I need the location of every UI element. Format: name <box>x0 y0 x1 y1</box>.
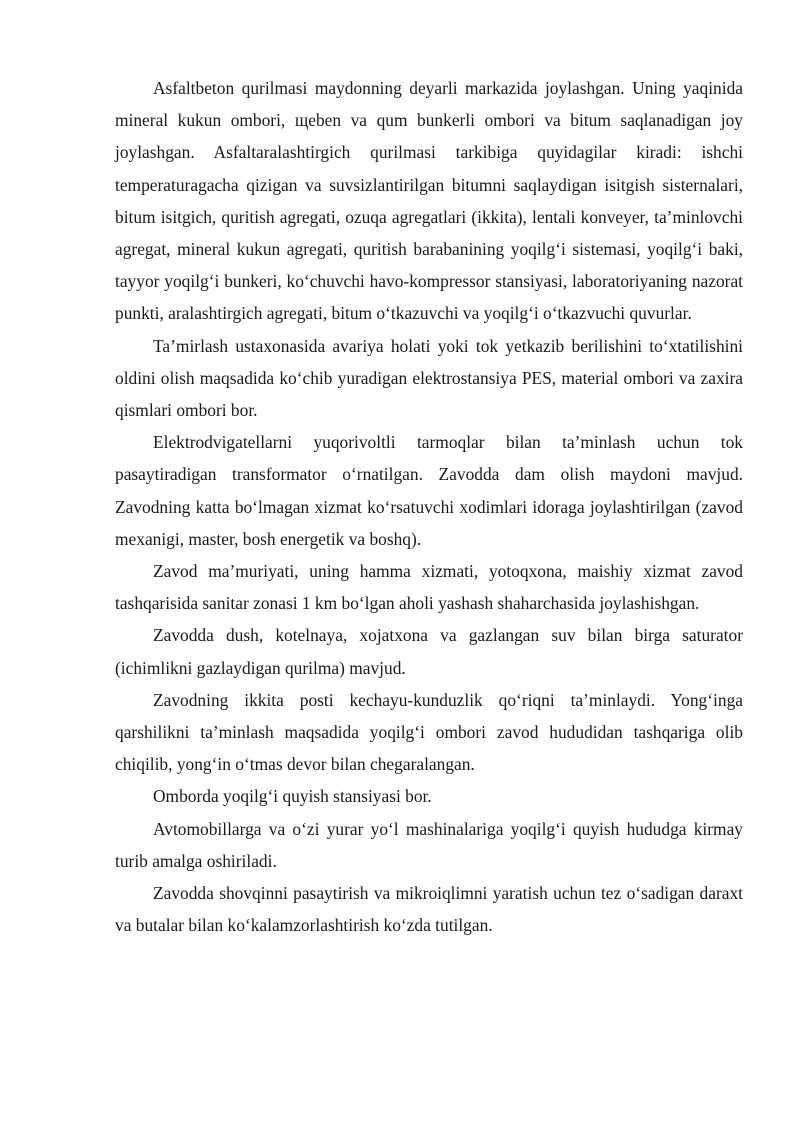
paragraph-fuel-station: Omborda yoqilg‘i quyish stansiyasi bor. <box>153 786 432 807</box>
document-page <box>115 72 743 941</box>
paragraph-electric-motors: Elektrodvigatellarni yuqorivoltli tarmoqlar bilan ta’minlash uchun tok pasaytiradigan transformator o‘rnatilgan. Zavodda dam olish maydoni mavjud. Zavodning katta bo‘lmagan xizmat ko‘rsatuvchi xodimlari idoraga joylashtirilgan (zavod mexanigi, master, bosh energetik va boshq). <box>115 432 743 549</box>
paragraph-repair-workshop: Ta’mirlash ustaxonasida avariya holati yoki tok yetkazib berilishini to‘xtatilishini oldini olish maqsadida ko‘chib yuradigan elektrostansiya PES, material ombori va zaxira qismlari ombori bor. <box>115 335 743 421</box>
paragraph-security-fire: Zavodning ikkita posti kechayu-kunduzlik qo‘riqni ta’minlaydi. Yong‘inga qarshilikni ta’minlash maqsadida yoqilg‘i ombori zavod hududidan tashqariga olib chiqilib, yong‘in o‘tmas devor bilan chegaralangan. <box>115 689 743 775</box>
paragraph-refueling: Avtomobillarga va o‘zi yurar yo‘l mashinalariga yoqilg‘i quyish hududga kirmay turib amalga oshiriladi. <box>115 818 743 871</box>
paragraph-asphalt-plant: Asfaltbeton qurilmasi maydonning deyarli markazida joylashgan. Uning yaqinida mineral kukun ombori, щeben va qum bunkerli ombori va bitum saqlanadigan joy joylashgan. Asfaltaralashtirgich qurilmasi tarkibiga quyidagilar kiradi: ishchi temperaturagacha qizigan va suvsizlantirilgan bitumni saqlaydigan isitgish sisternalari, bitum isitgich, quritish agregati, ozuqa agregatlari (ikkita), lentali konveyer, ta’minlovchi agregat, mineral kukun agregati, quritish barabanining yoqilg‘i sistemasi, yoqilg‘i baki, tayyor yoqilg‘i bunkeri, ko‘chuvchi havo-kompressor stansiyasi, laboratoriyaning nazorat punkti, aralashtirgich agregati, bitum o‘tkazuvchi va yoqilg‘i o‘tkazvuchi quvurlar. <box>115 78 743 324</box>
paragraph-administration: Zavod ma’muriyati, uning hamma xizmati, yotoqxona, maishiy xizmat zavod tashqarisida sanitar zonasi 1 km bo‘lgan aholi yashash shaharchasida joylashishgan. <box>115 561 743 614</box>
paragraph-facilities: Zavodda dush, kotelnaya, xojatxona va gazlangan suv bilan birga saturator (ichimlikni gazlaydigan qurilma) mavjud. <box>115 625 743 678</box>
paragraph-greening: Zavodda shovqinni pasaytirish va mikroiqlimni yaratish uchun tez o‘sadigan daraxt va butalar bilan ko‘kalamzorlashtirish ko‘zda tutilgan. <box>115 883 743 936</box>
